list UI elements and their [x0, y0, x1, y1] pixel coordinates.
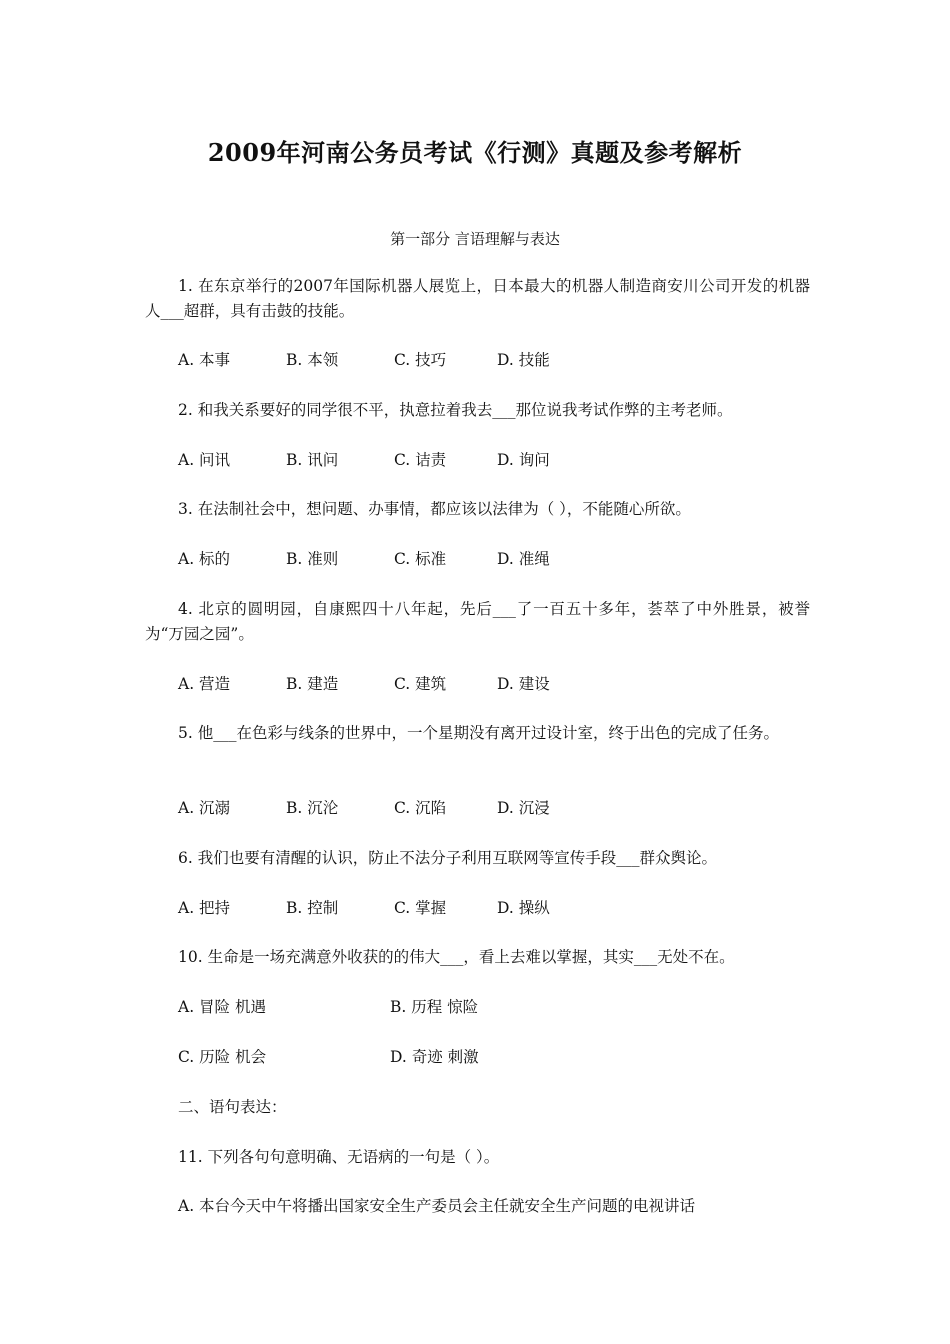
- question-11-option-a: A. 本台今天中午将播出国家安全生产委员会主任就安全生产问题的电视讲话: [178, 1197, 696, 1215]
- option-a: A. 营造: [178, 675, 231, 693]
- option-c: C. 标准: [394, 550, 447, 568]
- option-b: B. 准则: [286, 550, 339, 568]
- question-6-options: [178, 896, 605, 921]
- question-6: 6. 我们也要有清醒的认识，防止不法分子利用互联网等宣传手段___群众舆论。: [178, 849, 717, 867]
- question-10-options-row-1: [178, 995, 602, 1020]
- option-a: A. 问讯: [178, 451, 231, 469]
- option-d: D. 技能: [497, 351, 550, 369]
- option-d: D. 准绳: [497, 550, 550, 568]
- option-c: C. 建筑: [394, 675, 447, 693]
- option-d: D. 沉浸: [497, 799, 550, 817]
- option-d: D. 奇迹 刺激: [390, 1048, 479, 1066]
- question-2-options: [178, 448, 605, 473]
- option-a: A. 标的: [178, 550, 231, 568]
- option-b: B. 沉沦: [286, 799, 339, 817]
- document-title: 2009年河南公务员考试《行测》真题及参考解析: [207, 138, 743, 167]
- subsection-heading: 二、语句表达：: [178, 1098, 287, 1116]
- question-1: 1. 在东京举行的2007年国际机器人展览上，日本最大的机器人制造商安川公司开发的机器人___超群，具有击鼓的技能。: [145, 277, 810, 320]
- option-b: B. 讯问: [286, 451, 339, 469]
- question-4: 4. 北京的圆明园，自康熙四十八年起，先后___了一百五十多年，荟萃了中外胜景，被誉为“万园之园”。: [145, 600, 810, 643]
- question-5-options: [178, 796, 605, 821]
- option-b: B. 本领: [286, 351, 339, 369]
- option-c: C. 掌握: [394, 899, 447, 917]
- option-a: A. 沉溺: [178, 799, 231, 817]
- option-b: B. 控制: [286, 899, 339, 917]
- option-b: B. 历程 惊险: [390, 998, 479, 1016]
- question-10: 10. 生命是一场充满意外收获的的伟大___，看上去难以掌握，其实___无处不在。: [178, 948, 735, 966]
- option-d: D. 建设: [497, 675, 550, 693]
- option-c: C. 技巧: [394, 351, 447, 369]
- question-2: 2. 和我关系要好的同学很不平，执意拉着我去___那位说我考试作弊的主考老师。: [178, 401, 733, 419]
- question-1-options: [178, 348, 605, 373]
- question-11: 11. 下列各句句意明确、无语病的一句是（ ）。: [178, 1148, 500, 1166]
- option-a: A. 冒险 机遇: [178, 998, 266, 1016]
- option-b: B. 建造: [286, 675, 339, 693]
- option-c: C. 沉陷: [394, 799, 447, 817]
- question-3: 3. 在法制社会中，想问题、办事情，都应该以法律为（ ），不能随心所欲。: [178, 500, 691, 518]
- question-3-options: [178, 547, 605, 572]
- option-d: D. 操纵: [497, 899, 550, 917]
- option-c: C. 诘责: [394, 451, 447, 469]
- section-heading: 第一部分 言语理解与表达: [390, 230, 560, 248]
- option-d: D. 询问: [497, 451, 550, 469]
- option-a: A. 本事: [178, 351, 231, 369]
- question-10-options-row-2: [178, 1045, 602, 1070]
- question-4-options: [178, 672, 605, 697]
- option-c: C. 历险 机会: [178, 1048, 267, 1066]
- question-5: 5. 他___在色彩与线条的世界中，一个星期没有离开过设计室，终于出色的完成了任务。: [178, 724, 779, 742]
- option-a: A. 把持: [178, 899, 231, 917]
